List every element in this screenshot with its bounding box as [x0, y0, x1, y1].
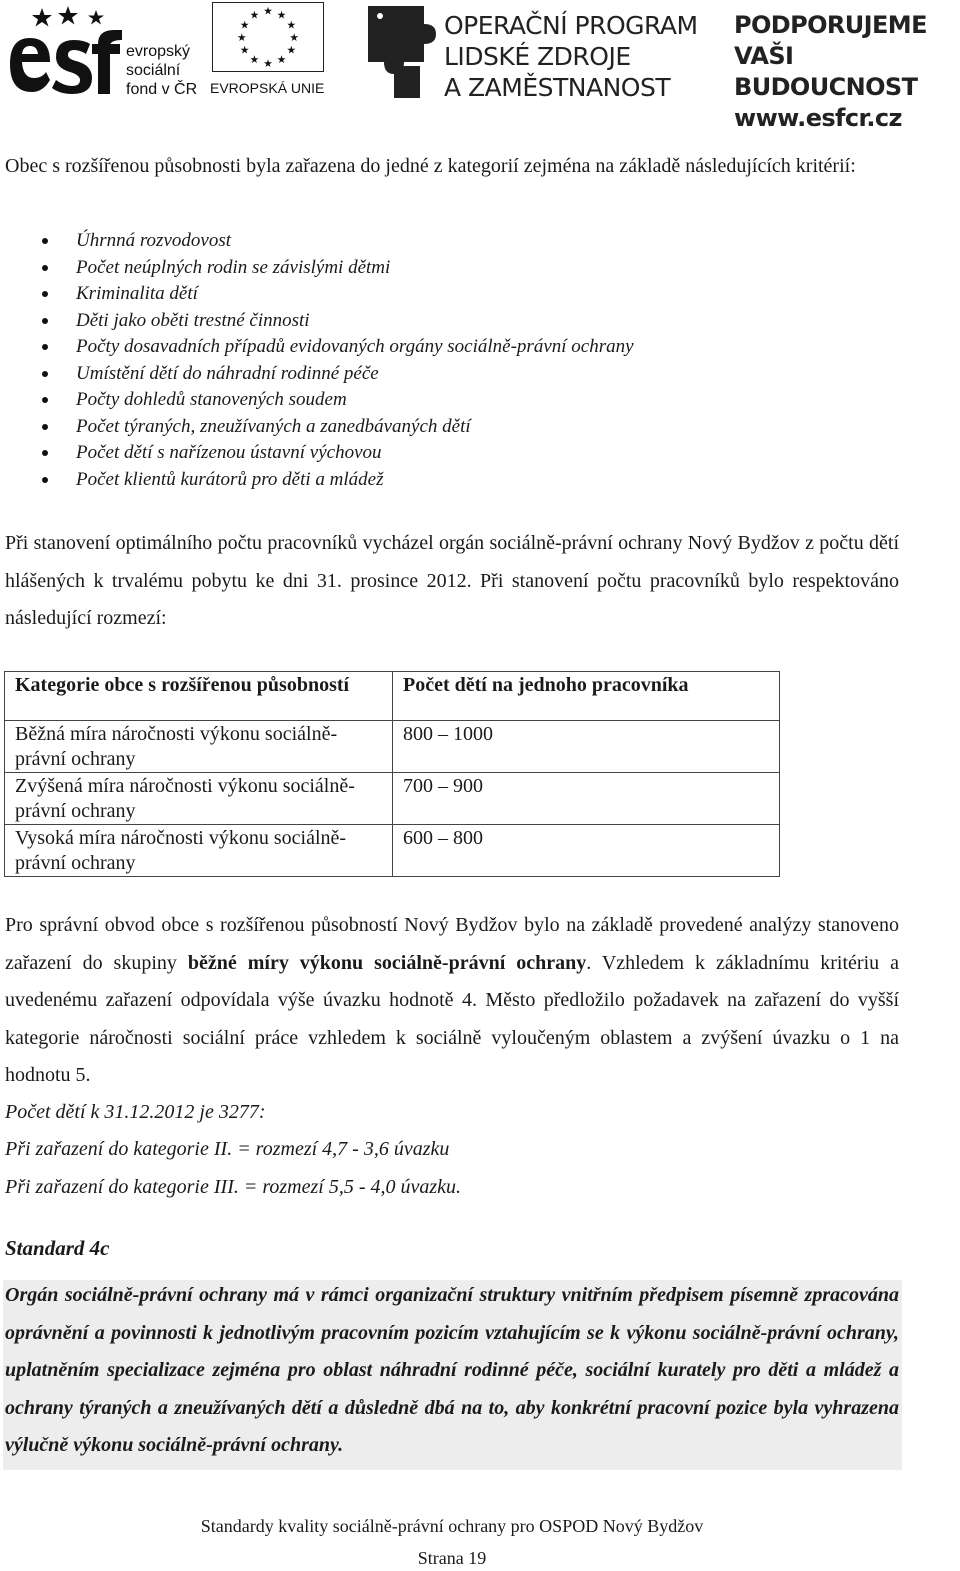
- svg-text:★: ★: [263, 57, 273, 71]
- table-cell: 700 – 900: [393, 773, 780, 825]
- table-cell: Zvýšená míra náročnosti výkonu sociálně-právní ochrany: [5, 773, 393, 825]
- table-cell: Běžná míra náročnosti výkonu sociálně-právní ochrany: [5, 721, 393, 773]
- support-slogan: [734, 10, 960, 134]
- svg-text:★: ★: [236, 30, 247, 44]
- list-item: Počet dětí s nařízenou ústavní výchovou: [0, 440, 634, 467]
- table-cell: 600 – 800: [393, 825, 780, 877]
- workers-table: [4, 671, 780, 877]
- esf-line: sociální: [126, 62, 181, 79]
- workers-paragraph: Při stanovení optimálního počtu pracovníků vycházel orgán sociálně-právní ochrany Nový Bydžov z počtu dětí hlášených k trvalému pobytu ke dni 31. prosince 2012. Při stanovení počtu pracovníků bylo respektováno následující rozmezí:: [5, 532, 899, 629]
- puzzle-logo-icon: [364, 2, 438, 98]
- list-item: Úhrnná rozvodovost: [0, 228, 634, 255]
- svg-text:★: ★: [239, 18, 250, 32]
- standard-title: Standard 4c: [5, 1236, 110, 1260]
- standard-text: Orgán sociálně-právní ochrany má v rámci organizační struktury vnitřním předpisem písemně zpracována oprávnění a povinnosti k jednotlivým pracovním pozicím vztahujícím se k výkonu sociálně-právní ochrany, uplatněním specializace zejména pro oblast náhradní rodinné péče, sociální kurately pro děti a mládež a ochrany týraných a zneužívaných dětí a důsledně dbá na to, aby konkrétní pracovní pozice byla vyhrazena výlučně výkonu sociálně-právní ochrany.: [5, 1284, 899, 1456]
- program-line: LIDSKÉ ZDROJE: [444, 42, 631, 71]
- list-item: Počet neúplných rodin se závislými dětmi: [0, 255, 634, 282]
- esf-logo-text: [126, 42, 197, 99]
- district-paragraph: [5, 907, 899, 1095]
- table-row: [5, 825, 780, 877]
- list-item: Počet klientů kurátorů pro děti a mládež: [0, 467, 634, 494]
- table-header-cell: Počet dětí na jednoho pracovníka: [393, 672, 780, 721]
- list-item: Umístění dětí do náhradní rodinné péče: [0, 361, 634, 388]
- table-header-cell: Kategorie obce s rozšířenou působností: [5, 672, 393, 721]
- table-cell: 800 – 1000: [393, 721, 780, 773]
- svg-text:★: ★: [286, 43, 297, 57]
- svg-text:★: ★: [249, 8, 260, 22]
- svg-text:★: ★: [239, 43, 250, 57]
- slogan-line: VAŠI BUDOUCNOST: [734, 42, 918, 101]
- esf-line: fond v ČR: [126, 81, 198, 98]
- svg-text:★: ★: [276, 8, 287, 22]
- list-item: Počty dohledů stanovených soudem: [0, 387, 634, 414]
- footer-title: Standardy kvality sociálně-právní ochrany pro OSPOD Nový Bydžov: [200, 1516, 704, 1536]
- district-category-bold: běžné míry výkonu sociálně-právní ochrany: [187, 951, 587, 974]
- table-row: [5, 773, 780, 825]
- page-header: [0, 0, 960, 132]
- slogan-line: PODPORUJEME: [734, 11, 927, 39]
- esf-line: evropský: [126, 43, 191, 60]
- list-item: Počet týraných, zneužívaných a zanedbávaných dětí: [0, 414, 634, 441]
- table-header-row: [5, 672, 780, 721]
- website-link[interactable]: www.esfcr.cz: [734, 104, 902, 132]
- list-item: Děti jako oběti trestné činnosti: [0, 308, 634, 335]
- district-text-before: Pro správní obvod obce s rozšířenou působností Nový Bydžov bylo na základě provedené analýzy stanoveno zařazení do skupiny: [5, 914, 899, 974]
- eu-label: EVROPSKÁ UNIE: [210, 80, 325, 96]
- eu-flag-icon: [212, 2, 324, 72]
- category-ii-note: Při zařazení do kategorie II. = rozmezí 4,7 - 3,6 úvazku: [5, 1138, 450, 1160]
- list-item: Počty dosavadních případů evidovaných orgány sociálně-právní ochrany: [0, 334, 634, 361]
- intro-paragraph: Obec s rozšířenou působnosti byla zařazena do jedné z kategorií zejména na základě následujících kritérií:: [5, 155, 856, 177]
- svg-text:★: ★: [289, 30, 300, 44]
- program-line: A ZAMĚSTNANOST: [444, 73, 671, 102]
- children-count-note: Počet dětí k 31.12.2012 je 3277:: [5, 1101, 266, 1123]
- program-title: [444, 10, 698, 103]
- esf-logo-icon: [6, 2, 124, 98]
- svg-text:★: ★: [249, 53, 260, 67]
- svg-text:★: ★: [276, 53, 287, 67]
- list-item: Kriminalita dětí: [0, 281, 634, 308]
- category-iii-note: Při zařazení do kategorie III. = rozmezí 5,5 - 4,0 úvazku.: [5, 1176, 462, 1198]
- svg-text:★: ★: [263, 4, 273, 18]
- svg-text:★: ★: [286, 18, 297, 32]
- table-cell: Vysoká míra náročnosti výkonu sociálně-právní ochrany: [5, 825, 393, 877]
- criteria-list: [0, 228, 634, 493]
- page-number: Strana 19: [417, 1548, 487, 1568]
- table-row: [5, 721, 780, 773]
- program-line: OPERAČNÍ PROGRAM: [444, 11, 698, 40]
- district-text-after: . Vzhledem k základnímu kritériu a uvedenému zařazení odpovídala výše úvazku hodnotě 4. Město předložilo požadavek na zařazení do vyšší kategorie náročnosti sociální práce vzhledem k sociálně vyloučeným oblastem a zvýšení úvazku o 1 na hodnotu 5.: [5, 951, 899, 1086]
